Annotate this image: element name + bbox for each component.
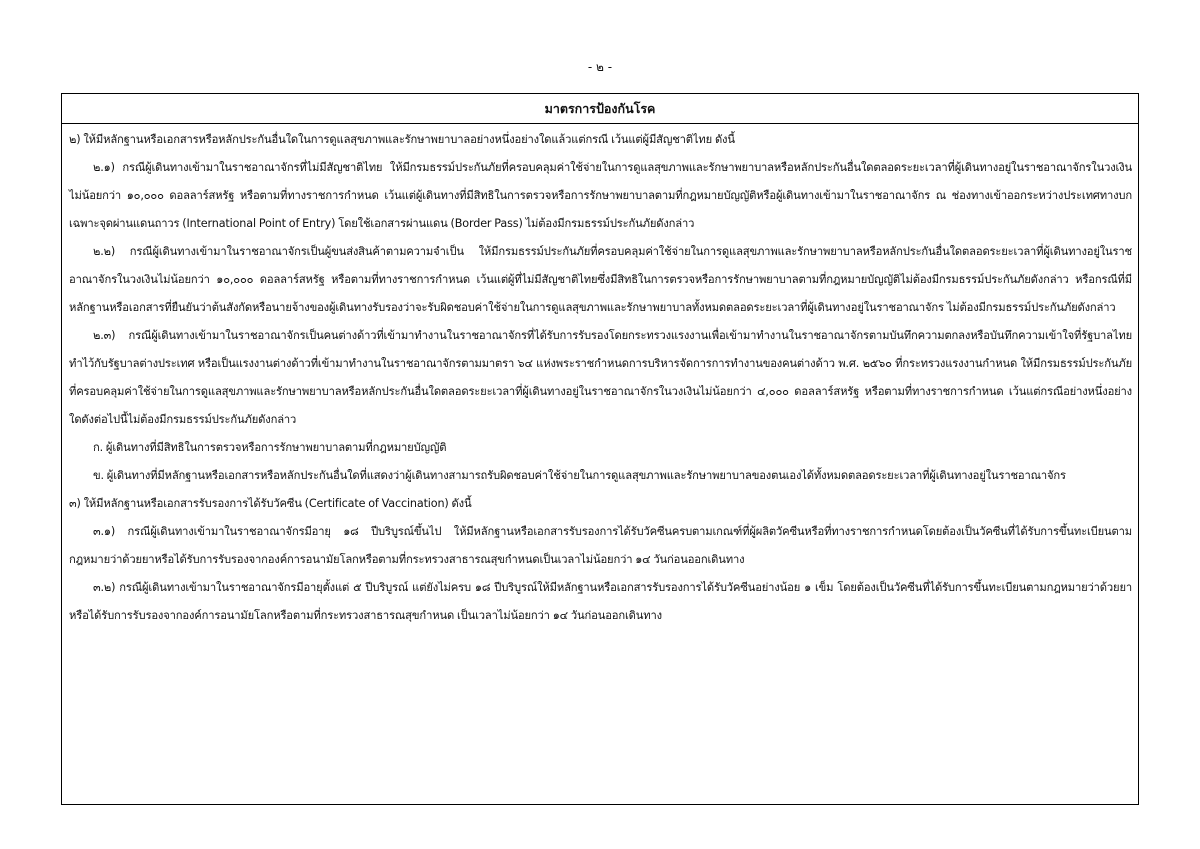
paragraph-2-3-b: ข. ผู้เดินทางที่มีหลักฐานหรือเอกสารหรือหลักประกันอื่นใดที่แสดงว่าผู้เดินทางสามารถรับผิดชอบค่าใช้จ่ายในการดูแลสุขภาพและรักษาพยาบาลของตนเองได้ทั้งหมดตลอดระยะเวลาที่ผู้เดินทางอยู่ในราชอาณาจักร [93,469,1066,482]
paragraph-2-3-a: ก. ผู้เดินทางที่มีสิทธิในการตรวจหรือการรักษาพยาบาลตามที่กฎหมายบัญญัติ [93,441,447,454]
page-number: - ๒ - [587,60,613,74]
paragraph-3: ๓) ให้มีหลักฐานหรือเอกสารรับรองการได้รับวัคซีน (Certificate of Vaccination) ดังนี้ [69,497,472,510]
paragraph-2: ๒) ให้มีหลักฐานหรือเอกสารหรือหลักประกันอื่นใดในการดูแลสุขภาพและรักษาพยาบาลอย่างหนึ่งอย่างใดแล้วแต่กรณี เว้นแต่ผู้มีสัญชาติไทย ดังนี้ [69,133,735,146]
table-body [62,124,1138,630]
paragraph-3-2: ๓.๒) กรณีผู้เดินทางเข้ามาในราชอาณาจักรมีอายุตั้งแต่ ๕ ปีบริบูรณ์ แต่ยังไม่ครบ ๑๘ ปีบริบูรณ์ให้มีหลักฐานหรือเอกสารรับรองการได้รับวัคซีนอย่างน้อย ๑ เข็ม โดยต้องเป็นวัคซีนที่ได้รับการขึ้นทะเบียนตามกฎหมายว่าด้วยยาหรือได้รับการรับรองจากองค์การอนามัยโลกหรือตามที่กระทรวงสาธารณสุขกำหนด เป็นเวลาไม่น้อยกว่า ๑๔ วันก่อนออกเดินทาง [69,581,1132,622]
measures-table [61,93,1139,805]
table-header: มาตรการป้องกันโรค [62,94,1138,124]
paragraph-2-3: ๒.๓) กรณีผู้เดินทางเข้ามาในราชอาณาจักรเป็นคนต่างด้าวที่เข้ามาทำงานในราชอาณาจักรที่ได้รับการรับรองโดยกระทรวงแรงงานเพื่อเข้ามาทำงานในราชอาณาจักรตามบันทึกความตกลงหรือบันทึกความเข้าใจที่รัฐบาลไทยทำไว้กับรัฐบาลต่างประเทศ หรือเป็นแรงงานต่างด้าวที่เข้ามาทำงานในราชอาณาจักรตามมาตรา ๖๔ แห่งพระราชกำหนดการบริหารจัดการการทำงานของคนต่างด้าว พ.ศ. ๒๕๖๐ ที่กระทรวงแรงงานกำหนด ให้มีกรมธรรม์ประกันภัยที่ครอบคลุมค่าใช้จ่ายในการดูแลสุขภาพและรักษาพยาบาลหรือหลักประกันอื่นใดตลอดระยะเวลาที่ผู้เดินทางอยู่ในราชอาณาจักรในวงเงินไม่น้อยกว่า ๔,๐๐๐ ดอลลาร์สหรัฐ หรือตามที่ทางราชการกำหนด เว้นแต่กรณีอย่างหนึ่งอย่างใดดังต่อไปนี้ไม่ต้องมีกรมธรรม์ประกันภัยดังกล่าว [69,329,1132,426]
paragraph-3-1: ๓.๑) กรณีผู้เดินทางเข้ามาในราชอาณาจักรมีอายุ ๑๘ ปีบริบูรณ์ขึ้นไป ให้มีหลักฐานหรือเอกสารรับรองการได้รับวัคซีนครบตามเกณฑ์ที่ผู้ผลิตวัคซีนหรือที่ทางราชการกำหนดโดยต้องเป็นวัคซีนที่ได้รับการขึ้นทะเบียนตามกฎหมายว่าด้วยยาหรือได้รับการรับรองจากองค์การอนามัยโลกหรือตามที่กระทรวงสาธารณสุขกำหนดเป็นเวลาไม่น้อยกว่า ๑๔ วันก่อนออกเดินทาง [69,525,1132,566]
paragraph-2-2: ๒.๒) กรณีผู้เดินทางเข้ามาในราชอาณาจักรเป็นผู้ขนส่งสินค้าตามความจำเป็น ให้มีกรมธรรม์ประกันภัยที่ครอบคลุมค่าใช้จ่ายในการดูแลสุขภาพและรักษาพยาบาลหรือหลักประกันอื่นใดตลอดระยะเวลาที่ผู้เดินทางอยู่ในราชอาณาจักรในวงเงินไม่น้อยกว่า ๑๐,๐๐๐ ดอลลาร์สหรัฐ หรือตามที่ทางราชการกำหนด เว้นแต่ผู้ที่ไม่มีสัญชาติไทยซึ่งมีสิทธิในการตรวจหรือการรักษาพยาบาลตามที่กฎหมายบัญญัติไม่ต้องมีกรมธรรม์ประกันภัยดังกล่าว หรือกรณีที่มีหลักฐานหรือเอกสารที่ยืนยันว่าต้นสังกัดหรือนายจ้างของผู้เดินทางรับรองว่าจะรับผิดชอบค่าใช้จ่ายในการดูแลสุขภาพและรักษาพยาบาลทั้งหมดตลอดระยะเวลาที่ผู้เดินทางอยู่ในราชอาณาจักร ไม่ต้องมีกรมธรรม์ประกันภัยดังกล่าว [69,245,1132,314]
paragraph-2-1: ๒.๑) กรณีผู้เดินทางเข้ามาในราชอาณาจักรที่ไม่มีสัญชาติไทย ให้มีกรมธรรม์ประกันภัยที่ครอบคลุมค่าใช้จ่ายในการดูแลสุขภาพและรักษาพยาบาลหรือหลักประกันอื่นใดตลอดระยะเวลาที่ผู้เดินทางอยู่ในราชอาณาจักรในวงเงินไม่น้อยกว่า ๑๐,๐๐๐ ดอลลาร์สหรัฐ หรือตามที่ทางราชการกำหนด เว้นแต่ผู้เดินทางที่มีสิทธิในการตรวจหรือการรักษาพยาบาลตามที่กฎหมายบัญญัติหรือผู้เดินทางเข้ามาในราชอาณาจักร ณ ช่องทางเข้าออกระหว่างประเทศทางบก เฉพาะจุดผ่านแดนถาวร (International Point of Entry) โดยใช้เอกสารผ่านแดน (Border Pass) ไม่ต้องมีกรมธรรม์ประกันภัยดังกล่าว [69,161,1132,230]
